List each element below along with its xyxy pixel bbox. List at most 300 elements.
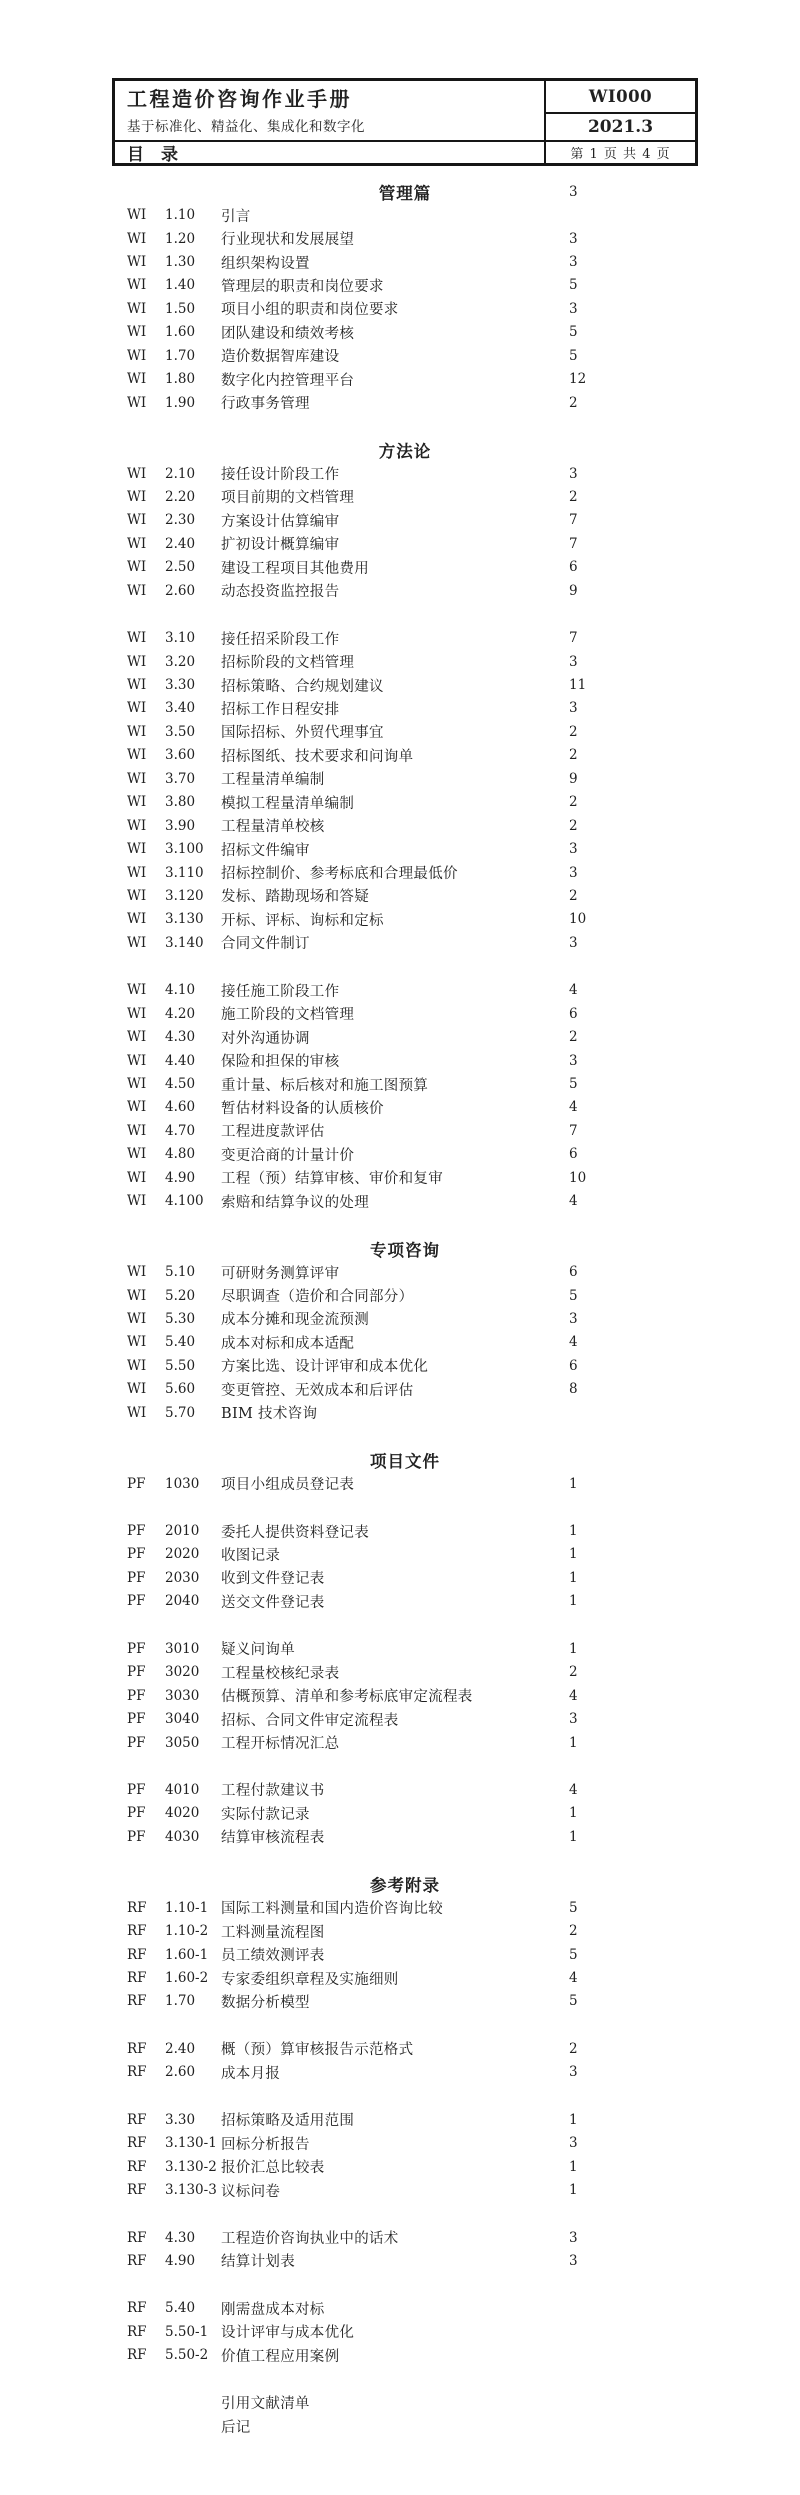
page-count: 7	[569, 1122, 578, 1139]
toc-item-row	[112, 203, 698, 226]
doc-number: 1.10-2	[165, 1923, 209, 1940]
doc-number: 1.30	[165, 254, 196, 271]
doc-number: 1.80	[165, 371, 196, 388]
toc-item-row	[112, 1378, 698, 1401]
doc-title: 国际招标、外贸代理事宜	[221, 725, 384, 742]
doc-type-code: RF	[127, 2323, 147, 2340]
doc-type-code: WI	[127, 324, 147, 341]
toc-gap	[112, 2202, 698, 2226]
toc-item-row	[112, 1331, 698, 1354]
doc-title: 引言	[221, 208, 251, 225]
toc-item-row	[112, 626, 698, 649]
toc-item-row	[112, 884, 698, 907]
doc-type-code: WI	[127, 465, 147, 482]
doc-type-code: RF	[127, 1993, 147, 2010]
doc-title: 概（预）算审核报告示范格式	[221, 2042, 414, 2059]
doc-title: 接任施工阶段工作	[221, 983, 340, 1000]
doc-number: 4.60	[165, 1099, 196, 1116]
page-count: 3	[569, 2135, 578, 2152]
toc-section-header	[112, 438, 698, 461]
doc-type-code: WI	[127, 1005, 147, 1022]
toc-item-row	[112, 1354, 698, 1377]
toc-item-row	[112, 368, 698, 391]
doc-number: 5.30	[165, 1310, 196, 1327]
doc-type-code: PF	[127, 1593, 146, 1610]
doc-number: 1.60-2	[165, 1970, 209, 1987]
toc-item-row	[112, 650, 698, 673]
toc-item-row	[112, 485, 698, 508]
page-count: 1	[569, 2158, 578, 2175]
doc-title: 实际付款记录	[221, 1806, 310, 1823]
doc-title: 工程造价咨询执业中的话术	[221, 2231, 399, 2248]
page-count: 2	[569, 488, 578, 505]
doc-number: 3040	[165, 1711, 200, 1728]
doc-type-code: RF	[127, 2182, 147, 2199]
doc-title: 工程开标情况汇总	[221, 1736, 340, 1753]
doc-title: 成本月报	[221, 2065, 281, 2082]
toc-item-row	[112, 1896, 698, 1919]
toc-item-row	[112, 2297, 698, 2320]
toc-item-row	[112, 2320, 698, 2343]
doc-number: 3.30	[165, 677, 196, 694]
doc-number: 1030	[165, 1475, 200, 1492]
page-count: 5	[569, 277, 578, 294]
toc-item-row	[112, 1590, 698, 1613]
doc-type-code: PF	[127, 1781, 146, 1798]
doc-title: 接任招采阶段工作	[221, 631, 340, 648]
doc-number: 4.80	[165, 1146, 196, 1163]
doc-type-code: WI	[127, 723, 147, 740]
doc-type-code: WI	[127, 700, 147, 717]
doc-number: 2.40	[165, 535, 196, 552]
doc-title: 招标策略、合约规划建议	[221, 678, 384, 695]
page-count: 3	[569, 1711, 578, 1728]
doc-title: 议标问卷	[221, 2183, 281, 2200]
doc-number: 2040	[165, 1593, 200, 1610]
page-count: 2	[569, 747, 578, 764]
page-count: 2	[569, 817, 578, 834]
toc-item-row	[112, 462, 698, 485]
doc-number: 4010	[165, 1781, 200, 1798]
toc-item-row	[112, 1943, 698, 1966]
doc-title: 引用文献清单	[221, 2396, 310, 2413]
doc-title: 送交文件登记表	[221, 1594, 325, 1611]
doc-type-code: WI	[127, 582, 147, 599]
toc-item-row	[112, 556, 698, 579]
doc-number: 1.20	[165, 230, 196, 247]
doc-number: 5.10	[165, 1264, 196, 1281]
doc-number: 5.20	[165, 1287, 196, 1304]
doc-type-code: PF	[127, 1687, 146, 1704]
doc-title: 方案设计估算编审	[221, 513, 340, 530]
toc-item-row	[112, 2155, 698, 2178]
doc-number: 2.60	[165, 2064, 196, 2081]
toc-item-row	[112, 720, 698, 743]
page-count: 6	[569, 1005, 578, 1022]
doc-type-code: PF	[127, 1640, 146, 1657]
toc-section-header	[112, 180, 698, 203]
section-title: 参考附录	[370, 1876, 440, 1896]
doc-type-code: PF	[127, 1805, 146, 1822]
toc-gap	[112, 1613, 698, 1637]
page-count: 10	[569, 911, 587, 928]
doc-number: 1.50	[165, 300, 196, 317]
toc-item-row	[112, 2108, 698, 2131]
toc-item-row	[112, 673, 698, 696]
doc-title: 设计评审与成本优化	[221, 2325, 355, 2342]
toc-item-row	[112, 791, 698, 814]
toc-gap	[112, 2367, 698, 2391]
doc-type-code: WI	[127, 677, 147, 694]
doc-title: 招标阶段的文档管理	[221, 655, 355, 672]
page-count: 4	[569, 1334, 578, 1351]
page-count: 4	[569, 1099, 578, 1116]
toc-item-row	[112, 1707, 698, 1730]
page-count: 6	[569, 1264, 578, 1281]
toc-gap	[112, 955, 698, 979]
doc-type-code: WI	[127, 1169, 147, 1186]
manual-subtitle: 基于标准化、精益化、集成化和数字化	[127, 118, 365, 135]
page-count: 6	[569, 559, 578, 576]
doc-title: 工料测量流程图	[221, 1924, 325, 1941]
doc-type-code: WI	[127, 207, 147, 224]
doc-title: 招标控制价、参考标底和合理最低价	[221, 866, 458, 883]
doc-number: 1.70	[165, 1993, 196, 2010]
doc-title: 收图记录	[221, 1547, 281, 1564]
doc-title: 专家委组织章程及实施细则	[221, 1971, 399, 1988]
doc-type-code: PF	[127, 1711, 146, 1728]
doc-title: 团队建设和绩效考核	[221, 325, 355, 342]
doc-type-code: RF	[127, 1970, 147, 1987]
toc-item-row	[112, 274, 698, 297]
toc-item-row	[112, 1966, 698, 1989]
doc-number: 5.40	[165, 1334, 196, 1351]
page-count: 3	[569, 2064, 578, 2081]
page-count: 3	[569, 300, 578, 317]
page-count: 1	[569, 1828, 578, 1845]
doc-number: 4.100	[165, 1193, 204, 1210]
doc-title: 工程量校核纪录表	[221, 1665, 340, 1682]
toc-item-row	[112, 2132, 698, 2155]
page-count: 5	[569, 1899, 578, 1916]
doc-type-code: PF	[127, 1664, 146, 1681]
doc-code: WI000	[544, 81, 695, 112]
doc-title: 行业现状和发展展望	[221, 232, 355, 249]
doc-type-code: PF	[127, 1569, 146, 1586]
doc-type-code: WI	[127, 230, 147, 247]
toc-item-row	[112, 1143, 698, 1166]
toc-section-header	[112, 1873, 698, 1896]
doc-number: 4030	[165, 1828, 200, 1845]
page-count: 1	[569, 2182, 578, 2199]
doc-title: 数字化内控管理平台	[221, 372, 355, 389]
doc-type-code: WI	[127, 653, 147, 670]
doc-number: 3.70	[165, 770, 196, 787]
doc-type-code: WI	[127, 630, 147, 647]
toc-item-row	[112, 1684, 698, 1707]
page-count: 9	[569, 770, 578, 787]
page-count: 3	[569, 2252, 578, 2269]
doc-number: 3.60	[165, 747, 196, 764]
doc-title: 合同文件制订	[221, 936, 310, 953]
page-count: 3	[569, 465, 578, 482]
doc-title: 招标图纸、技术要求和问询单	[221, 748, 414, 765]
doc-number: 3.110	[165, 864, 204, 881]
doc-title: 开标、评标、询标和定标	[221, 912, 384, 929]
doc-number: 1.10	[165, 207, 196, 224]
doc-type-code: WI	[127, 911, 147, 928]
doc-type-code: WI	[127, 841, 147, 858]
doc-type-code: WI	[127, 1334, 147, 1351]
doc-type-code: WI	[127, 559, 147, 576]
doc-number: 1.40	[165, 277, 196, 294]
toc-list	[112, 180, 698, 2438]
toc-item-row	[112, 227, 698, 250]
page-count: 1	[569, 1569, 578, 1586]
toc-gap	[112, 1849, 698, 1873]
doc-title: 工程进度款评估	[221, 1124, 325, 1141]
doc-number: 5.40	[165, 2300, 196, 2317]
doc-title: 工程（预）结算审核、审价和复审	[221, 1171, 443, 1188]
doc-number: 3030	[165, 1687, 200, 1704]
page-count: 1	[569, 1805, 578, 1822]
toc-item-row	[112, 1990, 698, 2013]
section-page-count: 3	[569, 183, 578, 200]
title-block-main	[115, 81, 544, 140]
doc-type-code: WI	[127, 1052, 147, 1069]
toc-section-header	[112, 1448, 698, 1471]
doc-number: 2.40	[165, 2040, 196, 2057]
doc-title: 结算计划表	[221, 2254, 295, 2271]
toc-item-row	[112, 1190, 698, 1213]
doc-number: 2020	[165, 1546, 200, 1563]
doc-number: 2.30	[165, 512, 196, 529]
doc-title: 变更管控、无效成本和后评估	[221, 1382, 414, 1399]
doc-type-code: WI	[127, 982, 147, 999]
doc-number: 4.10	[165, 982, 196, 999]
doc-type-code: RF	[127, 1899, 147, 1916]
doc-title: 动态投资监控报告	[221, 584, 340, 601]
toc-item-row	[112, 1307, 698, 1330]
doc-type-code: WI	[127, 1310, 147, 1327]
doc-type-code: WI	[127, 1264, 147, 1281]
doc-title: 招标工作日程安排	[221, 701, 340, 718]
doc-number: 3.130-3	[165, 2182, 217, 2199]
version-date: 2021.3	[544, 112, 695, 140]
toc-label: 目 录	[115, 140, 544, 163]
doc-title: 项目小组的职责和岗位要求	[221, 302, 399, 319]
page-count: 5	[569, 1076, 578, 1093]
doc-number: 4.40	[165, 1052, 196, 1069]
doc-type-code: WI	[127, 1146, 147, 1163]
toc-item-row	[112, 2344, 698, 2367]
doc-type-code: WI	[127, 1193, 147, 1210]
doc-number: 2.50	[165, 559, 196, 576]
section-title: 管理篇	[378, 183, 432, 203]
toc-gap	[112, 1754, 698, 1778]
doc-title: 尽职调查（造价和合同部分）	[221, 1289, 414, 1306]
toc-item-row	[112, 1401, 698, 1424]
doc-title: 招标文件编审	[221, 842, 310, 859]
toc-item-row	[112, 321, 698, 344]
doc-type-code: WI	[127, 1381, 147, 1398]
doc-number: 3.30	[165, 2111, 196, 2128]
doc-number: 2.20	[165, 488, 196, 505]
doc-title: 扩初设计概算编审	[221, 537, 340, 554]
page-info: 第 1 页 共 4 页	[544, 140, 695, 163]
doc-number: 3050	[165, 1734, 200, 1751]
doc-type-code: RF	[127, 2158, 147, 2175]
toc-item-row	[112, 1072, 698, 1095]
page-count: 3	[569, 254, 578, 271]
doc-number: 4.30	[165, 1029, 196, 1046]
toc-item-row	[112, 1260, 698, 1283]
section-title: 方法论	[378, 442, 432, 462]
page-count: 7	[569, 630, 578, 647]
page-count: 10	[569, 1169, 587, 1186]
page-count: 6	[569, 1357, 578, 1374]
toc-item-row	[112, 1637, 698, 1660]
page-count: 5	[569, 1993, 578, 2010]
toc-item-row	[112, 697, 698, 720]
doc-title: 保险和担保的审核	[221, 1054, 340, 1071]
toc-section-header	[112, 1237, 698, 1260]
page-count: 2	[569, 394, 578, 411]
doc-number: 2030	[165, 1569, 200, 1586]
page-count: 4	[569, 1193, 578, 1210]
toc-item-row	[112, 1002, 698, 1025]
doc-title: 委托人提供资料登记表	[221, 1524, 369, 1541]
toc-item-row	[112, 2178, 698, 2201]
doc-number: 3.80	[165, 794, 196, 811]
manual-title: 工程造价咨询作业手册	[127, 86, 352, 111]
toc-item-row	[112, 1472, 698, 1495]
doc-number: 5.60	[165, 1381, 196, 1398]
page-count: 2	[569, 1664, 578, 1681]
doc-type-code: RF	[127, 2252, 147, 2269]
doc-type-code: PF	[127, 1828, 146, 1845]
doc-type-code: RF	[127, 2040, 147, 2057]
doc-number: 4.30	[165, 2229, 196, 2246]
toc-gap	[112, 414, 698, 438]
doc-title: 造价数据智库建设	[221, 349, 340, 366]
doc-title: 建设工程项目其他费用	[221, 560, 369, 577]
doc-number: 3.50	[165, 723, 196, 740]
toc-item-row	[112, 1919, 698, 1942]
page-count: 4	[569, 1781, 578, 1798]
page-count: 2	[569, 723, 578, 740]
toc-item-row	[112, 1049, 698, 1072]
section-title: 项目文件	[370, 1452, 440, 1472]
toc-item-row	[112, 250, 698, 273]
toc-item-row	[112, 1025, 698, 1048]
section-title: 专项咨询	[370, 1240, 440, 1260]
doc-type-code: PF	[127, 1734, 146, 1751]
toc-item-row	[112, 391, 698, 414]
toc-item-row	[112, 767, 698, 790]
doc-type-code: WI	[127, 488, 147, 505]
doc-title: 数据分析模型	[221, 1994, 310, 2011]
page-count: 1	[569, 1546, 578, 1563]
page-count: 3	[569, 841, 578, 858]
doc-type-code: RF	[127, 2300, 147, 2317]
doc-type-code: WI	[127, 1287, 147, 1304]
toc-item-row	[112, 814, 698, 837]
toc-item-row	[112, 1284, 698, 1307]
toc-gap	[112, 1495, 698, 1519]
doc-type-code: WI	[127, 394, 147, 411]
toc-item-row	[112, 2061, 698, 2084]
page-count: 5	[569, 1946, 578, 1963]
page-count: 6	[569, 1146, 578, 1163]
page-count: 3	[569, 1052, 578, 1069]
doc-title: 工程量清单校核	[221, 819, 325, 836]
doc-number: 1.70	[165, 347, 196, 364]
page-count: 3	[569, 864, 578, 881]
doc-type-code: RF	[127, 1946, 147, 1963]
page-count: 2	[569, 1029, 578, 1046]
toc-item-row	[112, 1119, 698, 1142]
doc-title: 接任设计阶段工作	[221, 467, 340, 484]
toc-item-row	[112, 1096, 698, 1119]
doc-title: 后记	[221, 2419, 251, 2436]
doc-number: 4.20	[165, 1005, 196, 1022]
toc-item-row	[112, 1519, 698, 1542]
doc-title: 结算审核流程表	[221, 1830, 325, 1847]
doc-type-code: RF	[127, 2111, 147, 2128]
doc-type-code: WI	[127, 347, 147, 364]
doc-title: 疑义问询单	[221, 1642, 295, 1659]
doc-number: 3.90	[165, 817, 196, 834]
toc-item-row	[112, 931, 698, 954]
doc-number: 4.90	[165, 2252, 196, 2269]
doc-number: 5.70	[165, 1404, 196, 1421]
doc-type-code: WI	[127, 817, 147, 834]
doc-number: 1.60-1	[165, 1946, 209, 1963]
doc-number: 4.50	[165, 1076, 196, 1093]
page-count: 4	[569, 1687, 578, 1704]
page-count: 7	[569, 535, 578, 552]
doc-number: 3.130-2	[165, 2158, 217, 2175]
toc-item-row	[112, 297, 698, 320]
doc-type-code: WI	[127, 1357, 147, 1374]
doc-title: 模拟工程量清单编制	[221, 795, 355, 812]
toc-item-row	[112, 532, 698, 555]
doc-title: 刚需盘成本对标	[221, 2301, 325, 2318]
page-count: 9	[569, 582, 578, 599]
doc-title: 组织架构设置	[221, 255, 310, 272]
doc-title: 成本对标和成本适配	[221, 1335, 355, 1352]
page-count: 5	[569, 1287, 578, 1304]
doc-number: 3.20	[165, 653, 196, 670]
doc-number: 2.60	[165, 582, 196, 599]
page-count: 1	[569, 1640, 578, 1657]
doc-title: 回标分析报告	[221, 2136, 310, 2153]
toc-item-row	[112, 344, 698, 367]
page-count: 12	[569, 371, 587, 388]
doc-type-code: WI	[127, 934, 147, 951]
doc-type-code: WI	[127, 277, 147, 294]
doc-title: 管理层的职责和岗位要求	[221, 278, 384, 295]
doc-title: 价值工程应用案例	[221, 2348, 340, 2365]
doc-title: 估概预算、清单和参考标底审定流程表	[221, 1689, 473, 1706]
doc-number: 3.130	[165, 911, 204, 928]
page-count: 1	[569, 1734, 578, 1751]
toc-gap	[112, 2084, 698, 2108]
toc-item-row	[112, 979, 698, 1002]
doc-number: 3.130-1	[165, 2135, 217, 2152]
doc-number: 5.50-1	[165, 2323, 209, 2340]
